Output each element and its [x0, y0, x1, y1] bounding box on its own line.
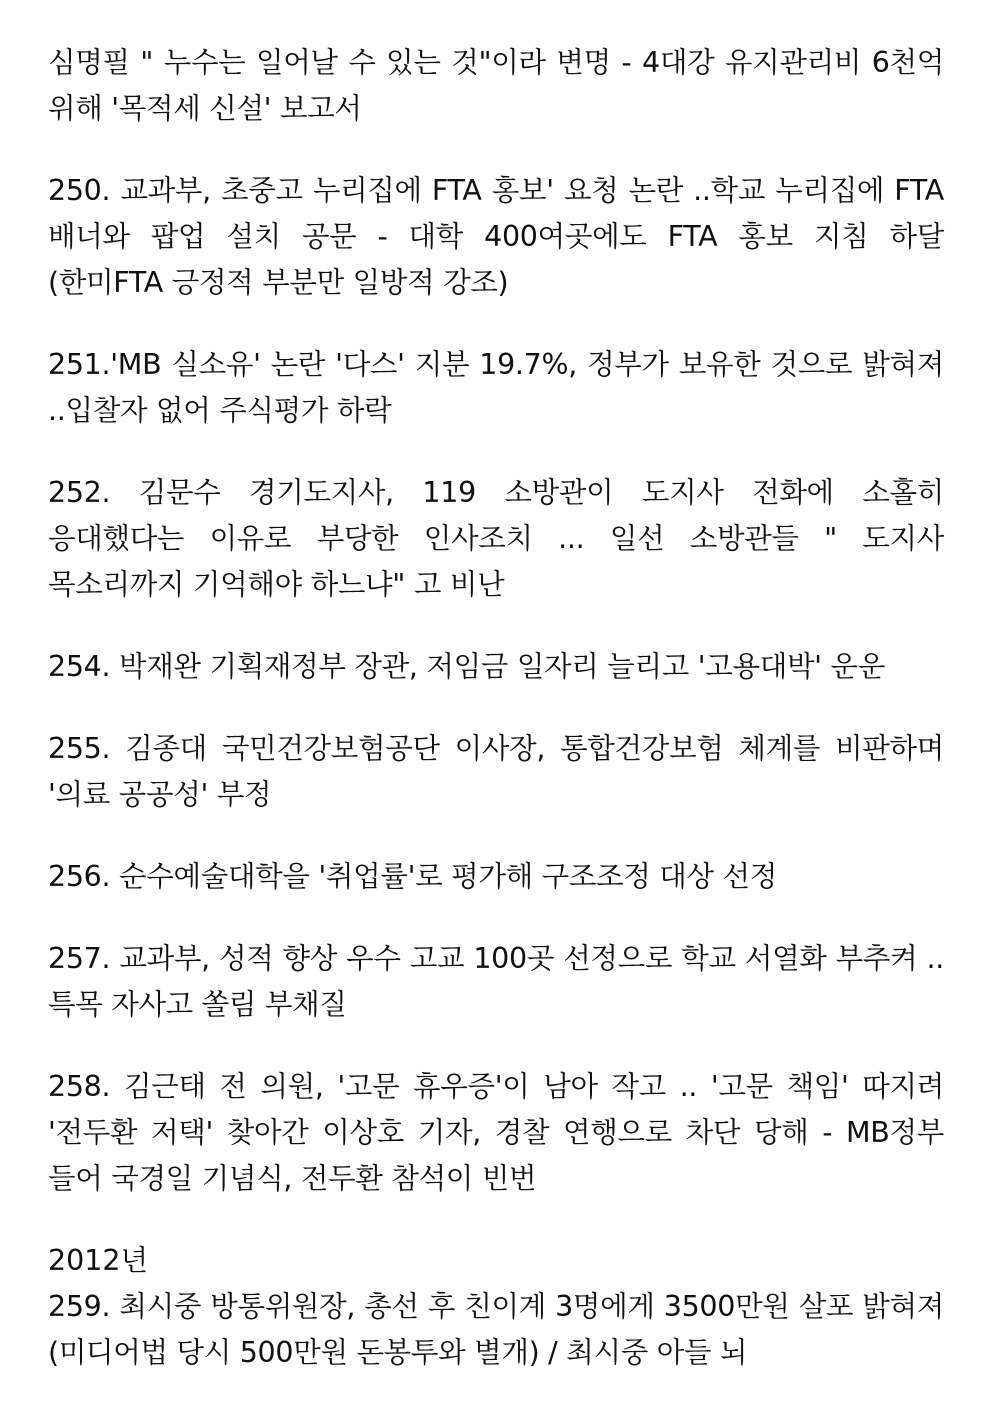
document-page	[48, 40, 944, 1412]
paragraph-continued-4rivers: 심명필 " 누수는 일어날 수 있는 것"이라 변명 - 4대강 유지관리비 6천억 위해 '목적세 신설' 보고서	[48, 46, 944, 125]
paragraph-257: 257. 교과부, 성적 향상 우수 고교 100곳 선정으로 학교 서열화 부추켜 .. 특목 자사고 쏠림 부채질	[48, 942, 944, 1021]
paragraph-256: 256. 순수예술대학을 '취업률'로 평가해 구조조정 대상 선정	[48, 860, 777, 893]
paragraph-250: 250. 교과부, 초중고 누리집에 FTA 홍보' 요청 논란 ..학교 누리집에 FTA 배너와 팝업 설치 공문 - 대학 400여곳에도 FTA 홍보 지침 하달 (한미FTA 긍정적 부분만 일방적 강조)	[48, 174, 944, 299]
year-heading: 2012년	[48, 1244, 149, 1277]
paragraph-258: 258. 김근태 전 의원, '고문 휴우증'이 남아 작고 .. '고문 책임' 따지려 '전두환 저택' 찾아간 이상호 기자, 경찰 연행으로 차단 당해 - MB정부 들어 국경일 기념식, 전두환 참석이 빈번	[48, 1070, 944, 1195]
paragraph-251: 251.'MB 실소유' 논란 '다스' 지분 19.7%, 정부가 보유한 것으로 밝혀져 ..입찰자 없어 주식평가 하락	[48, 348, 944, 427]
paragraph-254: 254. 박재완 기획재정부 장관, 저임금 일자리 늘리고 '고용대박' 운운	[48, 650, 885, 683]
paragraph-255: 255. 김종대 국민건강보험공단 이사장, 통합건강보험 체계를 비판하며 '의료 공공성' 부정	[48, 732, 944, 811]
paragraph-252: 252. 김문수 경기도지사, 119 소방관이 도지사 전화에 소홀히 응대했다는 이유로 부당한 인사조치 ... 일선 소방관들 " 도지사 목소리까지 기억해야 하느냐" 고 비난	[48, 476, 944, 601]
paragraph-259: 259. 최시중 방통위원장, 총선 후 친이계 3명에게 3500만원 살포 밝혀져 (미디어법 당시 500만원 돈봉투와 별개) / 최시중 아들 뇌	[48, 1290, 944, 1369]
